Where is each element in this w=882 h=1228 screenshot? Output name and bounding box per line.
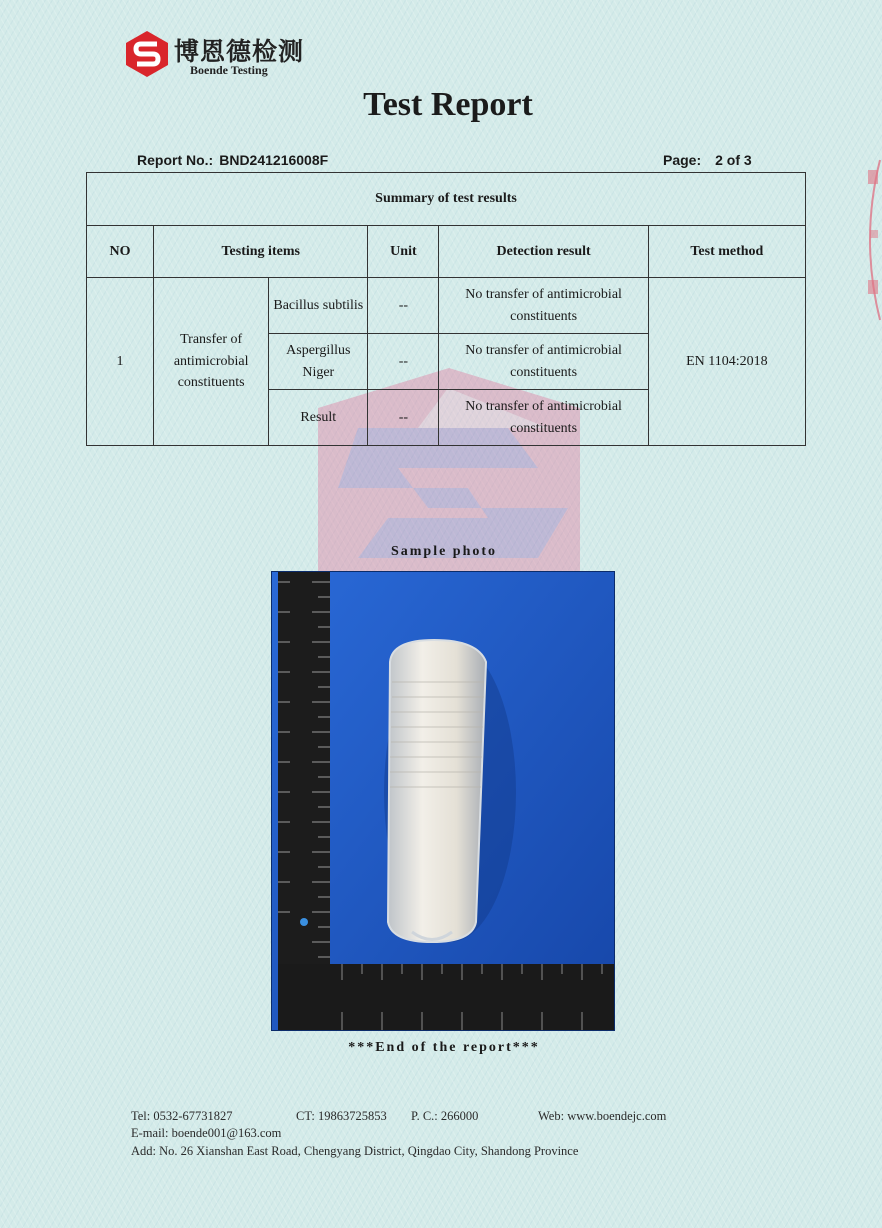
table-caption: Summary of test results [87, 173, 806, 226]
sample-photo-label: Sample photo [390, 544, 498, 559]
detection-result: No transfer of antimicrobial constituents [439, 390, 648, 446]
test-method: EN 1104:2018 [648, 278, 805, 446]
table-row [87, 278, 806, 334]
unit-value: -- [368, 278, 439, 334]
results-table [86, 172, 806, 446]
page-value: 2 of 3 [715, 152, 752, 168]
report-number-label: Report No.: [137, 152, 214, 168]
report-number [137, 152, 328, 168]
page-title: Test Report [363, 86, 533, 123]
report-number-value: BND241216008F [219, 152, 329, 168]
organism-name: Aspergillus Niger [269, 334, 368, 390]
organism-name: Bacillus subtilis [269, 278, 368, 334]
logo-chinese-name: 博恩德检测 [174, 37, 305, 66]
header-test-method: Test method [648, 226, 805, 278]
company-logo [124, 30, 324, 78]
footer-ct: CT: 19863725853 [296, 1109, 387, 1123]
footer-address: Add: No. 26 Xianshan East Road, Chengyang District, Qingdao City, Shandong Province [131, 1144, 579, 1158]
footer-postcode: P. C.: 266000 [411, 1109, 479, 1123]
testing-item: Transfer of antimicrobial constituents [154, 278, 269, 446]
footer-tel: Tel: 0532-67731827 [131, 1109, 233, 1123]
sample-photo [271, 571, 615, 1031]
detection-result: No transfer of antimicrobial constituents [439, 278, 648, 334]
header-unit: Unit [368, 226, 439, 278]
detection-result: No transfer of antimicrobial constituents [439, 334, 648, 390]
page-indicator [663, 152, 752, 168]
organism-name: Result [269, 390, 368, 446]
footer-web: Web: www.boendejc.com [538, 1109, 667, 1123]
header-no: NO [87, 226, 154, 278]
end-of-report: ***End of the report*** [348, 1040, 540, 1055]
row-number: 1 [87, 278, 154, 446]
logo-mark-icon [124, 30, 170, 78]
unit-value: -- [368, 334, 439, 390]
red-stamp-icon [850, 150, 882, 330]
page-label: Page: [663, 152, 702, 168]
sample-photo-image [272, 572, 614, 1030]
logo-english-name: Boende Testing [190, 63, 268, 77]
header-detection-result: Detection result [439, 226, 648, 278]
header-testing-items: Testing items [154, 226, 368, 278]
unit-value: -- [368, 390, 439, 446]
footer-email: E-mail: boende001@163.com [131, 1126, 282, 1140]
